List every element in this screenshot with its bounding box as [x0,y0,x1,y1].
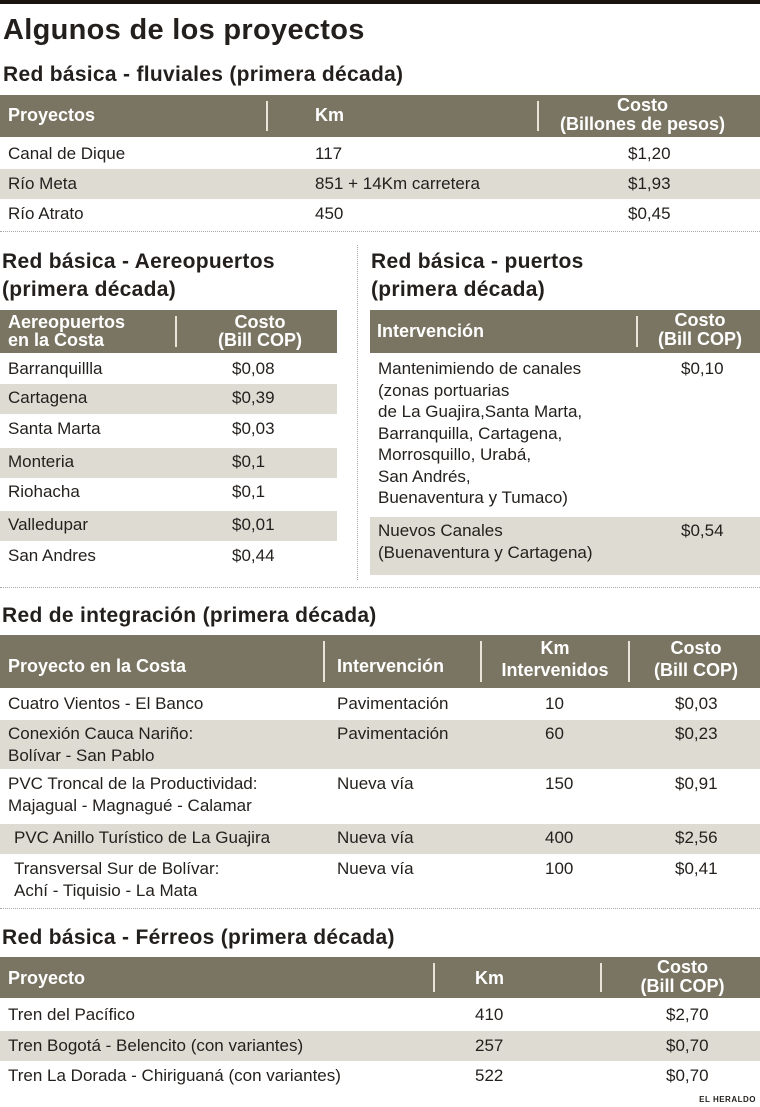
airport-name: Cartagena [8,388,88,407]
col-aeropuertos: Aereopuertos [8,312,126,332]
col-proyecto: Proyecto en la Costa [8,656,187,676]
cost-value: $1,93 [628,174,671,193]
km-value: 150 [545,774,574,793]
aeropuertos-header [0,310,337,353]
table-row [0,448,337,478]
col-costo: Costo [657,957,708,977]
project-line: Majagual - Magnagué - Calamar [8,795,252,815]
integracion-heading: Red de integración (primera década) [2,604,377,627]
project-line: Bolívar - San Pablo [8,745,155,765]
ferreos-header [0,957,760,998]
cost-value: $0,23 [675,724,718,743]
divider [323,641,325,682]
divider [266,101,268,131]
intervention-value: Nueva vía [337,859,414,878]
col-intervencion: Intervención [337,656,445,676]
table-row [370,355,760,515]
cost-value: $0,70 [666,1036,709,1055]
top-rule [0,0,760,4]
intervention-value: Nueva vía [337,774,414,793]
table-row [0,511,337,541]
intervention-line: Morrosquillo, Urabá, [378,445,532,464]
divider [175,316,177,347]
puertos-heading [371,248,584,304]
col-costo-unit: (Bill COP) [218,330,302,350]
divider [628,641,630,682]
fluviales-heading: Red básica - fluviales (primera década) [3,63,404,86]
table-row [0,1061,760,1091]
airport-name: Barranquillla [8,359,103,378]
col-aeropuertos-2: en la Costa [8,330,105,350]
table-row [0,770,760,823]
col-costo: Costo [617,95,668,115]
project-name: Río Atrato [8,204,84,223]
table-row [370,517,760,575]
cost-value: $0,03 [675,694,718,713]
table-row [0,1000,760,1030]
table-row [0,415,337,446]
ferreos-heading: Red básica - Férreos (primera década) [2,926,395,949]
km-value: 100 [545,859,574,878]
airport-name: Santa Marta [8,419,101,438]
project-line: PVC Anillo Turístico de La Guajira [14,828,271,847]
divider [636,316,638,347]
col-proyectos: Proyectos [8,105,96,125]
table-row [0,355,337,383]
col-costo: Costo [234,312,286,332]
heading-line: Red básica - Aereopuertos [2,250,275,273]
col-costo-unit: (Bill COP) [654,660,738,680]
divider [600,963,602,992]
project-line: Cuatro Vientos - El Banco [8,694,204,713]
table-row [0,720,760,769]
table-row [0,542,337,572]
intervention-value: Pavimentación [337,724,449,743]
airport-name: San Andres [8,546,96,565]
project-line: Conexión Cauca Nariño: [8,724,194,743]
divider [480,641,482,682]
intervention-line: (zonas portuarias [378,380,510,400]
col-km: Km [540,638,570,658]
km-value: 117 [315,144,343,163]
cost-value: $0,03 [232,419,275,438]
col-costo: Costo [674,310,726,330]
table-row [0,169,760,199]
intervention-line: (Buenaventura y Cartagena) [378,542,593,562]
cost-value: $0,45 [628,204,671,223]
separator [0,587,760,588]
project-name: Río Meta [8,174,77,193]
table-row [0,478,337,509]
table-row [0,139,760,169]
intervention-line: Nuevos Canales [378,521,503,540]
project-line: PVC Troncal de la Productividad: [8,774,258,793]
km-value: 522 [475,1066,504,1085]
col-costo: Costo [670,638,722,658]
intervention-line: de La Guajira,Santa Marta, [378,402,583,421]
table-row [0,199,760,229]
cost-value: $1,20 [628,144,671,163]
intervention-line: San Andrés, [378,466,471,486]
intervention-value: Pavimentación [337,694,449,713]
project-name: Tren Bogotá - Belencito (con variantes) [8,1036,304,1055]
table-row [0,824,760,854]
heading-line: (primera década) [2,278,177,301]
col-costo-unit: (Bill COP) [658,329,742,349]
integracion-header [0,635,760,688]
km-value: 400 [545,828,574,847]
cost-value: $0,44 [232,546,275,565]
cost-value: $0,41 [675,859,718,878]
credit: EL HERALDO [699,1095,756,1104]
km-value: 257 [475,1036,504,1055]
cost-value: $0,10 [681,359,724,378]
project-name: Tren del Pacífico [8,1005,135,1024]
col-proyecto: Proyecto [8,968,86,988]
col-km-2: Intervenidos [501,660,609,680]
cost-value: $0,08 [232,359,275,378]
separator [0,908,760,909]
intervention-line: Mantenimiendo de canales [378,359,582,378]
table-row [0,690,760,719]
km-value: 410 [475,1005,504,1024]
intervention-value: Nueva vía [337,828,414,847]
project-line: Transversal Sur de Bolívar: [14,859,220,878]
col-km: Km [475,968,505,988]
intervention-line: Barranquilla, Cartagena, [378,423,563,443]
cost-value: $0,1 [232,482,266,501]
cost-value: $0,70 [666,1066,709,1085]
intervention-line: Buenaventura y Tumaco) [378,488,568,507]
table-row [0,384,337,414]
table-row [0,1031,760,1061]
heading-line: Red básica - puertos [371,250,584,273]
project-name: Tren La Dorada - Chiriguaná (con variantes) [8,1066,341,1085]
cost-value: $0,1 [232,452,266,471]
cost-value: $0,01 [232,515,275,534]
km-value: 450 [315,204,344,223]
divider [433,963,435,992]
column-separator [357,245,358,580]
page-title: Algunos de los proyectos [3,14,365,46]
col-intervencion: Intervención [377,321,485,341]
fluviales-header [0,95,760,137]
cost-value: $2,70 [666,1005,709,1024]
project-name: Canal de Dique [8,144,126,163]
project-line: Achí - Tiquisio - La Mata [14,880,198,900]
cost-value: $0,91 [675,774,718,793]
aeropuertos-heading [2,248,275,304]
km-value: 60 [545,724,564,743]
cost-value: $2,56 [675,828,718,847]
col-costo-unit: (Bill COP) [640,976,725,996]
cost-value: $0,39 [232,388,275,407]
km-value: 851 + 14Km carretera [315,174,480,193]
cost-value: $0,54 [681,521,724,540]
km-value: 10 [545,694,564,713]
heading-line: (primera década) [371,278,546,301]
col-costo-unit: (Billones de pesos) [559,114,726,134]
table-row [0,855,760,905]
col-km: Km [315,105,345,125]
airport-name: Valledupar [8,515,89,534]
airport-name: Riohacha [8,482,80,501]
separator [0,231,760,232]
airport-name: Monteria [8,452,75,471]
puertos-header [370,310,760,353]
divider [537,101,539,131]
